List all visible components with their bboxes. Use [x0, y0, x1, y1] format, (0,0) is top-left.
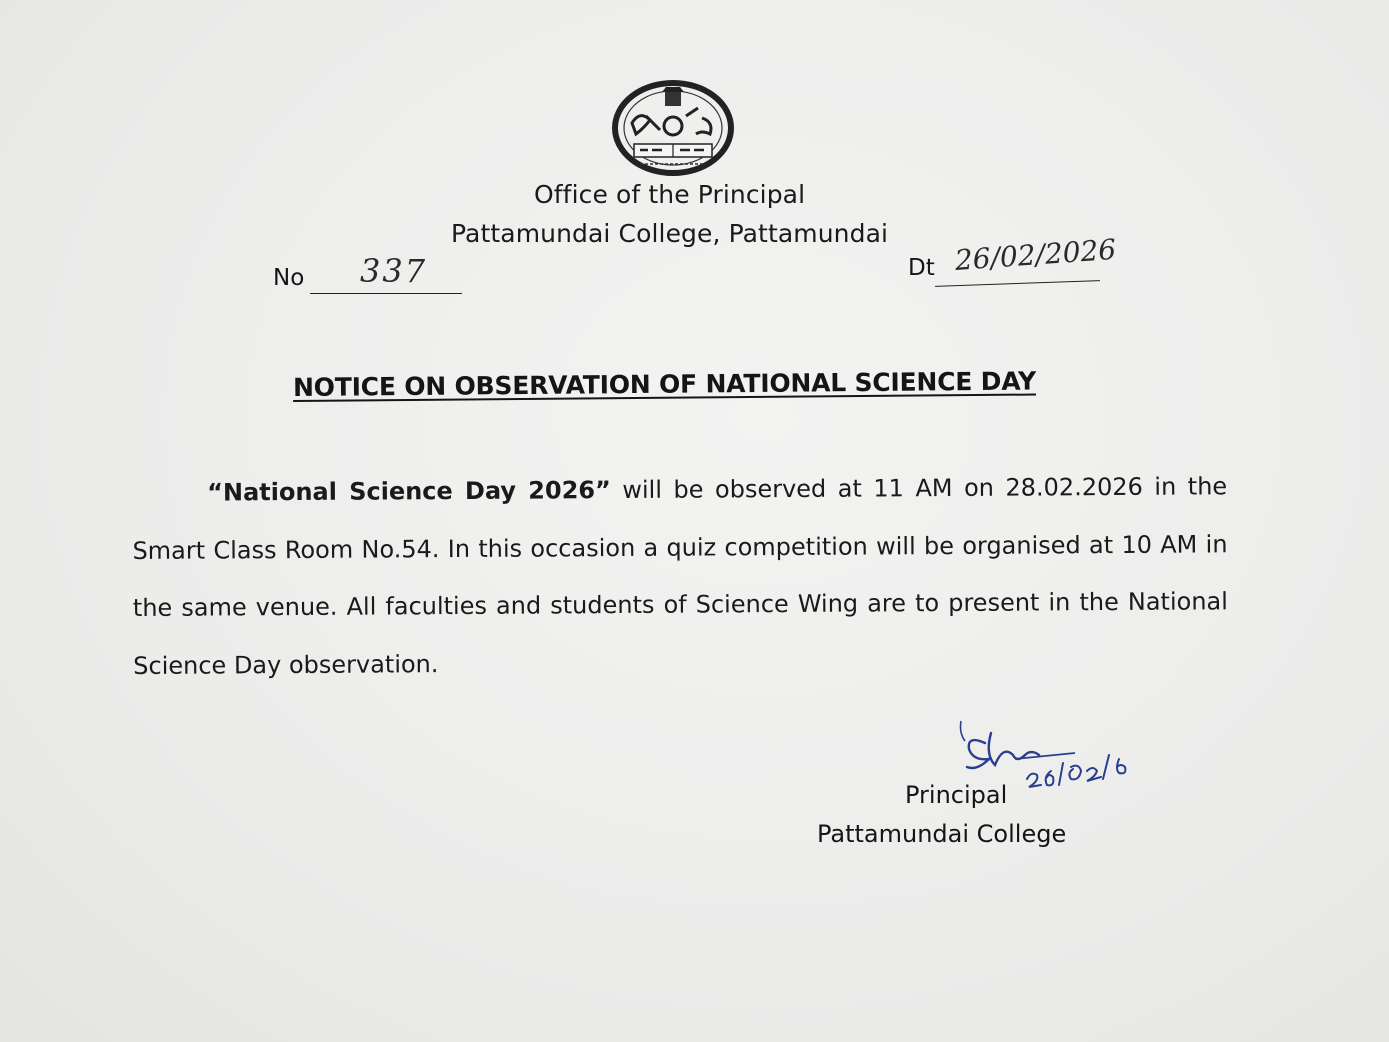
date-value: 26/02/2026 — [953, 232, 1118, 277]
signatory-organisation: Pattamundai College — [817, 820, 1067, 848]
college-seal-logo — [610, 78, 736, 178]
date-underline — [935, 280, 1100, 287]
date-label: Dt — [908, 255, 935, 281]
signatory-role: Principal — [905, 781, 1008, 809]
notice-body — [132, 458, 1228, 695]
college-heading: Pattamundai College, Pattamundai — [451, 219, 889, 248]
reference-number-value: 337 — [360, 252, 428, 290]
event-name: “National Science Day 2026” — [207, 476, 611, 507]
reference-number-label: No — [273, 265, 305, 291]
reference-number-underline — [310, 293, 462, 294]
office-heading: Office of the Principal — [534, 180, 806, 209]
notice-body-text: will be observed at 11 AM on 28.02.2026 in the Smart Class Room No.54. In this occasion a quiz competition will be organised at 10 AM in the same venue. All faculties and students of Science Wing are to present in the National Science Day observation. — [132, 472, 1228, 680]
notice-title: NOTICE ON OBSERVATION OF NATIONAL SCIENCE DAY — [292, 366, 1037, 402]
